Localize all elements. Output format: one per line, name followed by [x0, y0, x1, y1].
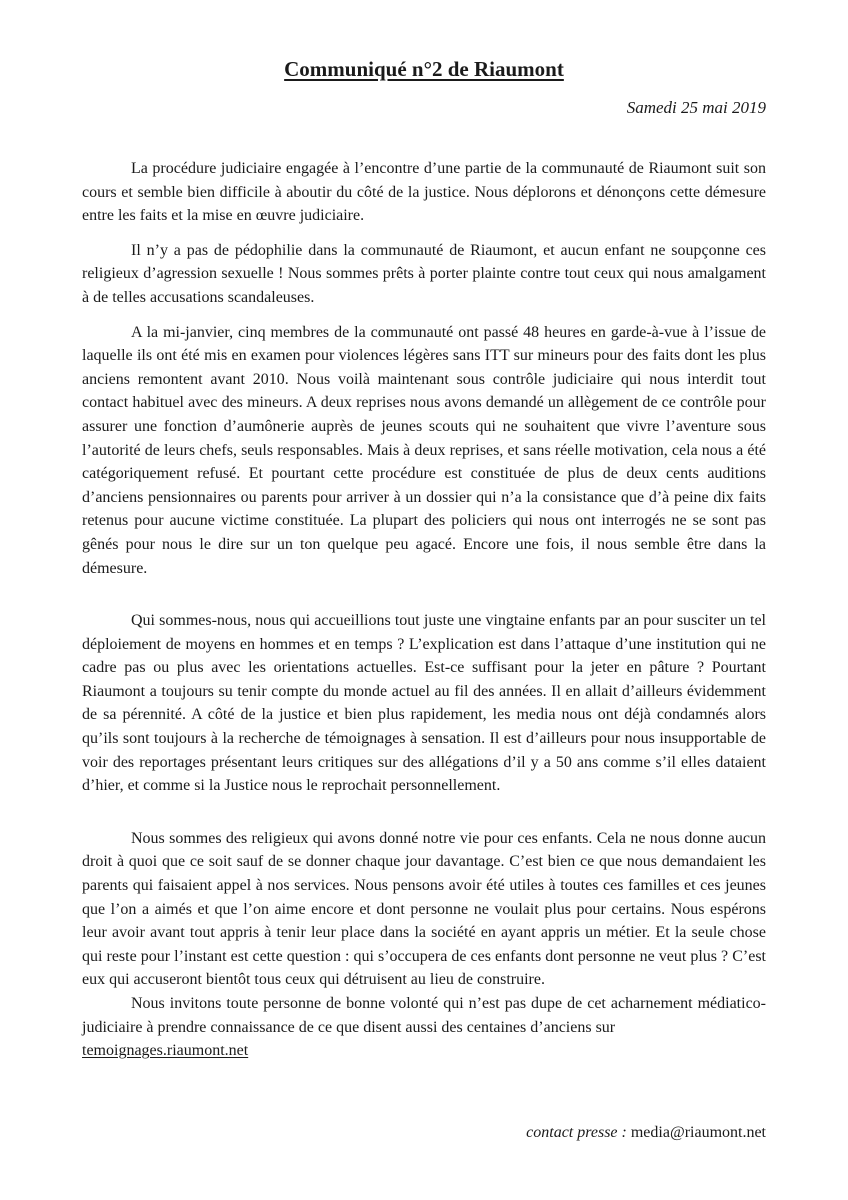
press-contact-email[interactable]: media@riaumont.net [630, 1124, 766, 1141]
document-date: Samedi 25 mai 2019 [626, 98, 766, 117]
paragraph-2: Il n’y a pas de pédophilie dans la communauté de Riaumont, et aucun enfant ne soupçonne ces religieux d’agression sexuelle ! Nous sommes prêts à porter plainte contre tout ceux qui nous amalgament à de telles accusations scandaleuses. [82, 241, 766, 306]
document-body [82, 157, 766, 1063]
paragraph-4: Qui sommes-nous, nous qui accueillions tout juste une vingtaine enfants par an pour susciter un tel déploiement de moyens en hommes et en temps ? L’explication est dans l’attaque d’une institution qui ne cadre pas ou plus avec les orientations actuelles. Est-ce suffisant pour la jeter en pâture ? Pourtant Riaumont a toujours su tenir compte du monde actuel au fil des années. Il en allait d’ailleurs évidemment de sa pérennité. A côté de la justice et bien plus rapidement, les media nous ont déjà condamnés alors qu’ils sont toujours à la recherche de témoignages à sensation. Il est d’ailleurs pour nous insupportable de voir des reportages présentant leurs critiques sur des allégations d’il y a 50 ans comme s’il elles dataient d’hier, et comme si la Justice nous le reprochait personnellement. [82, 612, 766, 795]
paragraph-1: La procédure judiciaire engagée à l’encontre d’une partie de la communauté de Riaumont suit son cours et semble bien difficile à aboutir du côté de la justice. Nous déplorons et dénonçons cette démesure entre les faits et la mise en œuvre judiciaire. [82, 160, 766, 225]
paragraph-5: Nous sommes des religieux qui avons donné notre vie pour ces enfants. Cela ne nous donne aucun droit à quoi que ce soit sauf de se donner chaque jour davantage. C’est bien ce que nous demandaient les parents qui faisaient appel à nos services. Nous pensons avoir été utiles à toutes ces familles et ces jeunes que l’on a aimés et que l’on aime encore et dont personne ne voulait plus pour certains. Nous espérons leur avoir avant tout appris à tenir leur place dans la société en ayant appris un métier. Et la seule chose qui reste pour l’instant est cette question : qui s’occupera de ces enfants dont personne ne veut plus ? C’est eux qui accuseront bientôt tous ceux qui détruisent au lieu de construire. [82, 829, 766, 989]
paragraph-3: A la mi-janvier, cinq membres de la communauté ont passé 48 heures en garde-à-vue à l’issue de laquelle ils ont été mis en examen pour violences légères sans ITT sur mineurs pour des faits dont les plus anciens remontent avant 2010. Nous voilà maintenant sous contrôle judiciaire qui nous interdit tout contact habituel avec des mineurs. A deux reprises nous avons demandé un allègement de ce contrôle pour assurer une fonction d’aumônerie auprès de jeunes scouts qui ne souhaitent que vivre l’aventure sous l’autorité de leurs chefs, seuls responsables. Mais à deux reprises, et sans réelle motivation, cela nous a été catégoriquement refusé. Et pourtant cette procédure est constituée de plus de deux cents auditions d’anciens pensionnaires ou parents pour arriver à un dossier qui n’a la consistance que d’à peine dix faits retenus pour aucune victime constituée. La plupart des policiers qui nous ont interrogés ne se sont pas gênés pour nous le dire sur un ton quelque peu agacé. Encore une fois, il nous semble être dans la démesure. [82, 323, 766, 577]
page-title [0, 54, 848, 84]
testimonials-link[interactable]: temoignages.riaumont.net [82, 1042, 249, 1060]
press-contact-label: contact presse : [526, 1124, 627, 1141]
press-contact [526, 1121, 766, 1144]
paragraph-6: Nous invitons toute personne de bonne volonté qui n’est pas dupe de cet acharnement médiatico-judiciaire à prendre connaissance de ce que disent aussi des centaines d’anciens sur [82, 995, 766, 1036]
title-text: Communiqué n°2 de Riaumont [284, 57, 564, 81]
